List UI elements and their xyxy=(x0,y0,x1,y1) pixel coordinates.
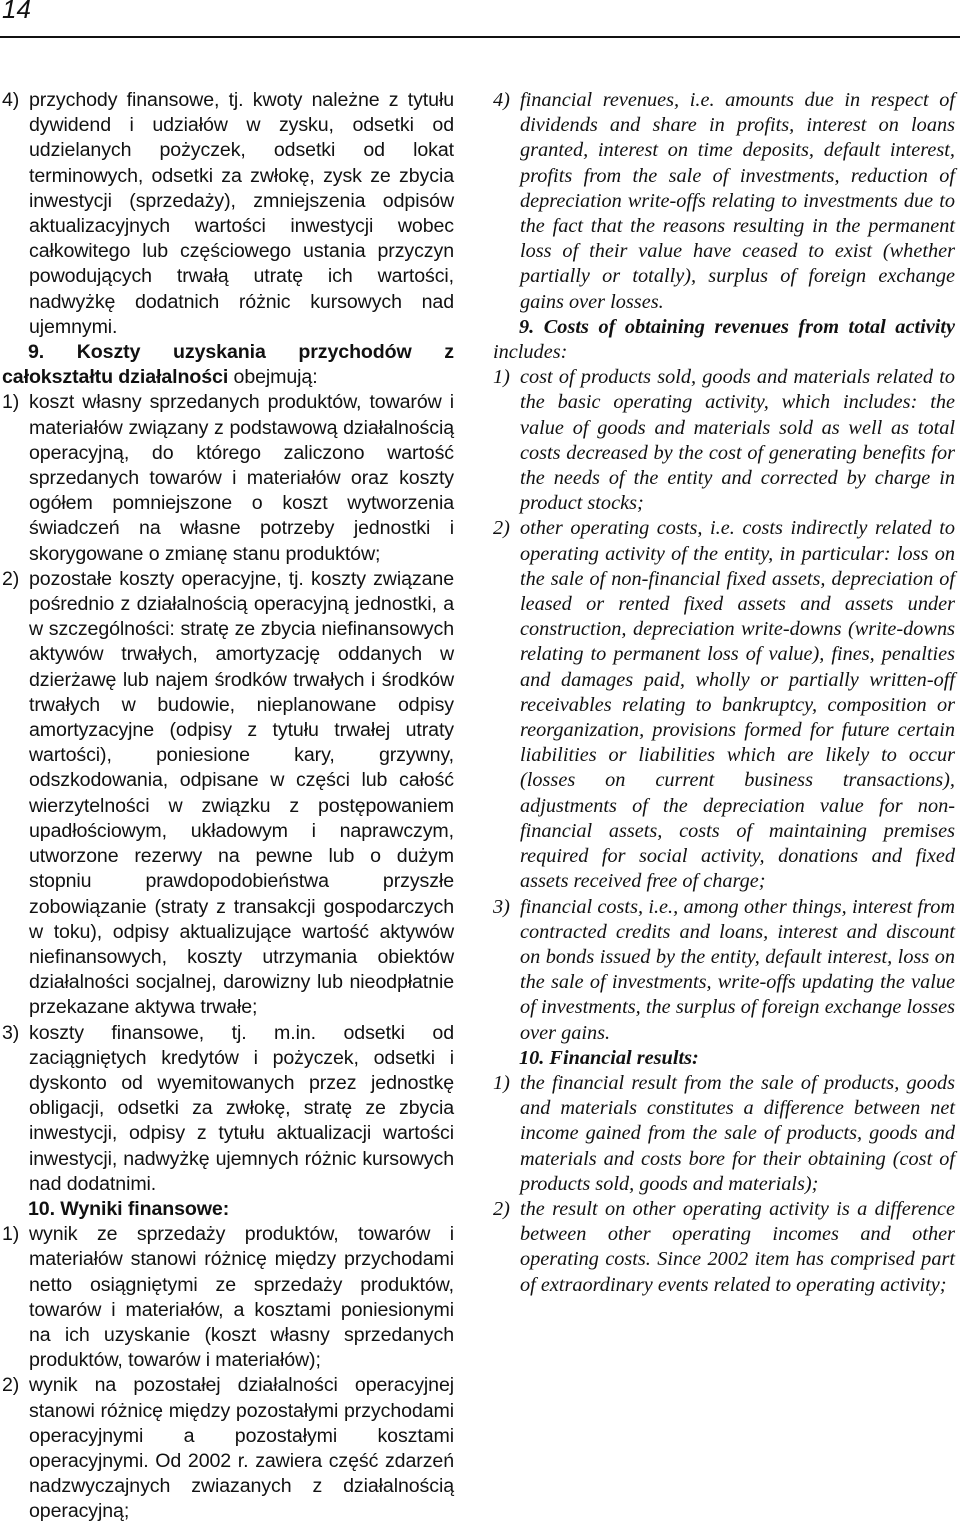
item-number: 4) xyxy=(2,89,20,111)
en-10-item-1 xyxy=(493,1071,955,1197)
item-text: the financial result from the sale of products, goods and materials constitutes a difference between net income gained from the sale of products, goods and materials and costs bore for their obtaining (cost of products sold, goods and materials); xyxy=(520,1071,955,1195)
item-number: 4) xyxy=(493,89,510,111)
item-number: 3) xyxy=(493,895,510,918)
item-text: financial costs, i.e., among other things, interest from contracted credits and loans, interest and discount on bonds issued by the entity, default interest, loss on the sale of investments, write-offs updating the value of investments, the surplus of foreign exchange losses over gains. xyxy=(520,895,955,1044)
item-text: pozostałe koszty operacyjne, tj. koszty związane pośrednio z działalnością operacyjną jednostki, a w szczególności: stratę ze zbycia niefinansowych aktywów trwałych, amortyzację oddanych w dzierżawę lub najem środków trwałych i środków trwałych w budowie, nieplanowane odpisy amortyzacyjne (odpisy z tytułu trwałej utraty wartości), poniesione kary, grzywny, odszkodowania, odpisane w części lub całość wierzytelności w związku z postępowaniem upadłościowym, układowym i naprawczym, utworzone rezerwy na pewne lub o dużym stopniu prawdopodobieństwa przyszłe zobowiązanie (straty z transakcji gospodarczych w toku), odpisy aktualizujące wartość aktywów niefinansowych, koszty utrzymania obiektów działalności socjalnej, darowizny lub nieodpłatnie przekazane aktywa trwałe; xyxy=(29,567,454,1019)
section-heading: 9. Costs of obtaining revenues from total activity xyxy=(519,315,955,338)
section-heading: 10. Financial results: xyxy=(519,1046,699,1069)
item-number: 1) xyxy=(2,391,20,414)
section-heading-rest: obejmują: xyxy=(228,366,318,389)
en-9-item-2 xyxy=(493,516,955,894)
en-item-4 xyxy=(493,88,955,315)
en-9-item-3 xyxy=(493,895,955,1046)
item-text: other operating costs, i.e. costs indirectly related to operating activity of the entity, in particular: loss on the sale of non-financial fixed assets, depreciation of leased or rented fixed assets and assets under construction, depreciation write-downs (write-downs relating to permanent loss of value), fines, penalties and damages paid, wholly or partially written-off receivables relating to bankruptcy, composition or reorganization, provisions formed for future certain liabilities or liabilities which are likely to occur (losses on current business transactions), adjustments of the depreciation value for non-financial assets, costs of maintaining premises required for social activity, donations and fixed assets received free of charge; xyxy=(520,517,955,893)
item-text: koszty finansowe, tj. m.in. odsetki od zaciągniętych kredytów i pożyczek, odsetki i dyskonto od wyemitowanych przez jednostkę obligacji, odsetki za zwłokę, stratę ze zbycia inwestycji, odpisy z tytułu aktualizacji wartości inwestycji, nadwyżkę ujemnych różnic kursowych nad dodatnimi. xyxy=(29,1021,454,1195)
section-heading: 9. Koszty uzyskania przychodów z całokształtu działalności xyxy=(2,341,454,389)
item-number: 1) xyxy=(2,1223,20,1246)
en-section-9-heading xyxy=(493,315,955,365)
item-number: 2) xyxy=(493,1197,510,1220)
section-heading: 10. Wyniki finansowe: xyxy=(28,1197,230,1220)
item-number: 1) xyxy=(493,1071,510,1094)
item-text: financial revenues, i.e. amounts due in respect of dividends and share in profits, interest on loans granted, interest on time deposits, default interest, profits from the sale of investments, reduction of depreciation write-offs relating to investments due to the fact that the reasons resulting in the permanent loss of their value have ceased to exist (whether partially or totally), surplus of foreign exchange gains over losses. xyxy=(520,89,955,313)
pl-item-4 xyxy=(2,88,454,340)
item-text: wynik ze sprzedaży produktów, towarów i materiałów stanowi różnicę między przychodami netto osiągniętymi ze sprzedaży produktów, towarów i materiałów, a kosztami poniesionymi na ich uzyskanie (koszt własny sprzedanych produktów, towarów i materiałów); xyxy=(29,1223,454,1372)
pl-9-item-2 xyxy=(2,567,454,1021)
item-number: 2) xyxy=(2,567,20,590)
item-text: wynik na pozostałej działalności operacyjnej stanowi różnicę między pozostałymi przychodami operacyjnymi a pozostałymi kosztami operacyjnymi. Od 2002 r. zawiera część zdarzeń nadzwyczajnych zwiazanych z działalnością operacyjną; xyxy=(29,1374,454,1523)
pl-10-item-1 xyxy=(2,1222,454,1373)
item-number: 2) xyxy=(2,1374,20,1397)
en-10-item-2 xyxy=(493,1197,955,1298)
item-text: cost of products sold, goods and materials related to the basic operating activity, which includes: the value of goods and materials sold as well as total costs decreased by the cost of generating benefits for the needs of the entity and corrected by charge in product stocks; xyxy=(520,366,955,515)
pl-10-item-2 xyxy=(2,1373,454,1524)
item-text: koszt własny sprzedanych produktów, towarów i materiałów związany z podstawową działalnością operacyjną, do którego zaliczono wartość sprzedanych towarów i materiałów oraz koszty ogółem pomniejszone o koszt wytworzenia świadczeń na własne potrzeby jednostki i skorygowane o zmianę stanu produktów; xyxy=(29,391,454,565)
pl-9-item-3 xyxy=(2,1021,454,1197)
item-text: przychody finansowe, tj. kwoty należne z tytułu dywidend i udziałów w zysku, odsetki od udzielanych pożyczek, odsetki od lokat terminowych, odsetki za zwłokę, zysk ze zbycia inwestycji (sprzedaży), zmniejszenia odpisów aktualizacyjnych wartości inwestycji wobec całkowitego lub częściowego ustania przyczyn powodujących trwałą utratę ich wartości, nadwyżkę dodatnich różnic kursowych nad ujemnymi. xyxy=(29,89,454,338)
section-heading-rest: includes: xyxy=(493,341,568,364)
header-rule xyxy=(0,36,960,38)
en-9-item-1 xyxy=(493,365,955,516)
page-number: 14 xyxy=(2,0,31,24)
item-text: the result on other operating activity is a difference between other operating incomes and other operating costs. Since 2002 item has comprised part of extraordinary events related to operating activity; xyxy=(520,1197,955,1296)
page-header xyxy=(0,0,960,36)
item-number: 1) xyxy=(493,366,510,389)
english-column xyxy=(493,88,955,1298)
polish-column xyxy=(2,88,454,1525)
item-number: 3) xyxy=(2,1021,20,1044)
pl-9-item-1 xyxy=(2,390,454,566)
en-section-10-heading xyxy=(493,1046,955,1071)
pl-section-10-heading xyxy=(2,1197,454,1222)
item-number: 2) xyxy=(493,517,510,540)
pl-section-9-heading xyxy=(2,340,454,390)
